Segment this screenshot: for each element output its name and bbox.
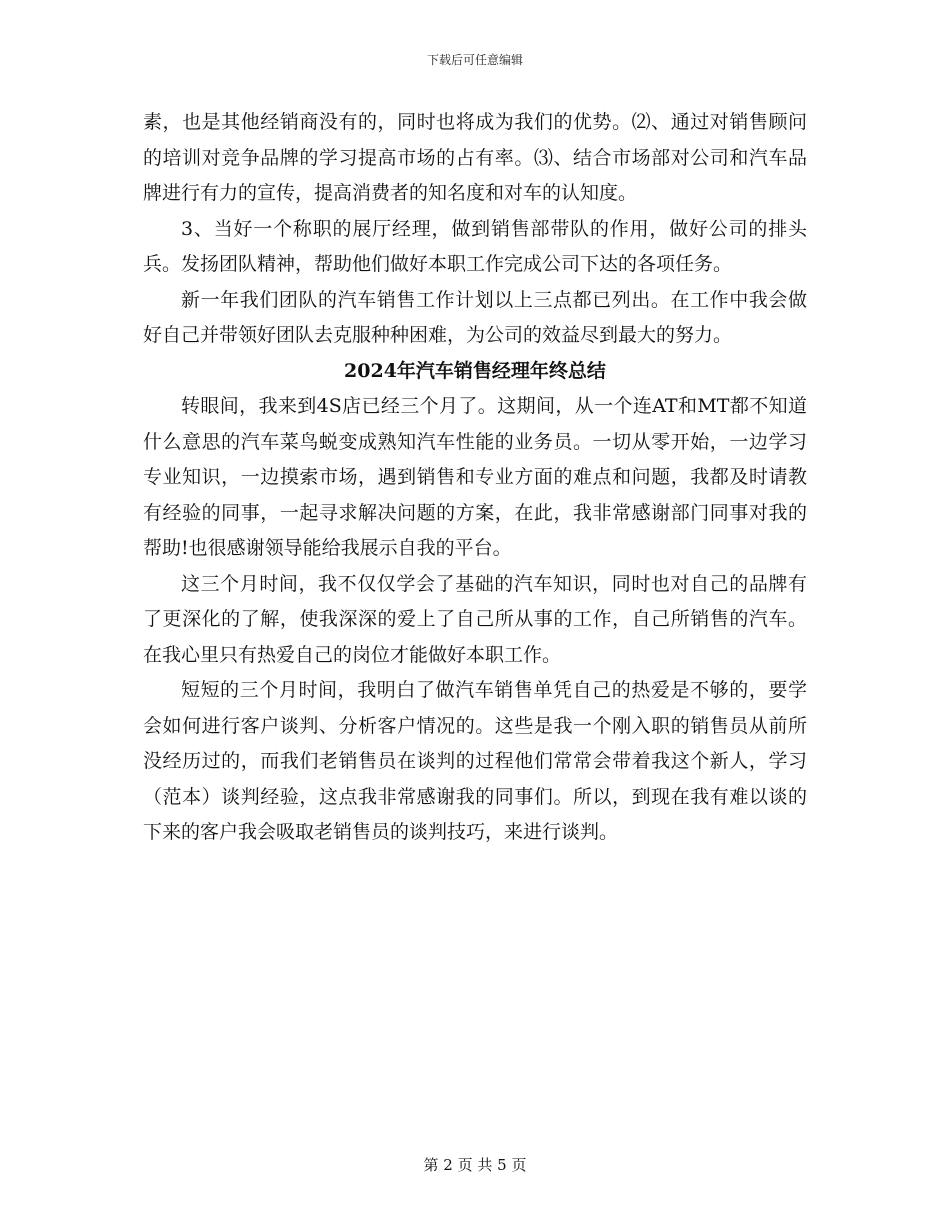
paragraph-three-months: 这三个月时间，我不仅仅学会了基础的汽车知识，同时也对自己的品牌有了更深化的了解，使我深深的爱上了自己所从事的工作，自己所销售的汽车。在我心里只有热爱自己的岗位才能做好本职工作。	[143, 572, 807, 666]
page-header: 下载后可任意编辑	[426, 53, 523, 67]
section-title: 2024年汽车销售经理年终总结	[344, 359, 606, 382]
paragraph-plan-conclusion: 新一年我们团队的汽车销售工作计划以上三点都已列出。在工作中我会做好自己并带领好团队去克服种种困难，为公司的效益尽到最大的努力。	[143, 288, 807, 346]
paragraph-negotiation: 短短的三个月时间，我明白了做汽车销售单凭自己的热爱是不够的，要学会如何进行客户谈判、分析客户情况的。这些是我一个刚入职的销售员从前所没经历过的，而我们老销售员在谈判的过程他们常常会带着我这个新人，学习（范本）谈判经验，这点我非常感谢我的同事们。所以，到现在我有难以谈的下来的客户我会吸取老销售员的谈判技巧，来进行谈判。	[143, 679, 807, 843]
document-body	[143, 105, 807, 851]
page-number: 第 2 页 共 5 页	[423, 1156, 527, 1174]
paragraph-intro: 转眼间，我来到4S店已经三个月了。这期间，从一个连AT和MT都不知道什么意思的汽车菜鸟蜕变成熟知汽车性能的业务员。一切从零开始，一边学习专业知识，一边摸索市场，遇到销售和专业方面的难点和问题，我都及时请教有经验的同事，一起寻求解决问题的方案，在此，我非常感谢部门同事对我的帮助!也很感谢领导能给我展示自我的平台。	[143, 395, 807, 559]
paragraph-point-3: 3、当好一个称职的展厅经理，做到销售部带队的作用，做好公司的排头兵。发扬团队精神，帮助他们做好本职工作完成公司下达的各项任务。	[143, 217, 807, 275]
paragraph-continued: 素，也是其他经销商没有的，同时也将成为我们的优势。⑵、通过对销售顾问的培训对竞争品牌的学习提高市场的占有率。⑶、结合市场部对公司和汽车品牌进行有力的宣传，提高消费者的知名度和对车的认知度。	[143, 111, 807, 204]
